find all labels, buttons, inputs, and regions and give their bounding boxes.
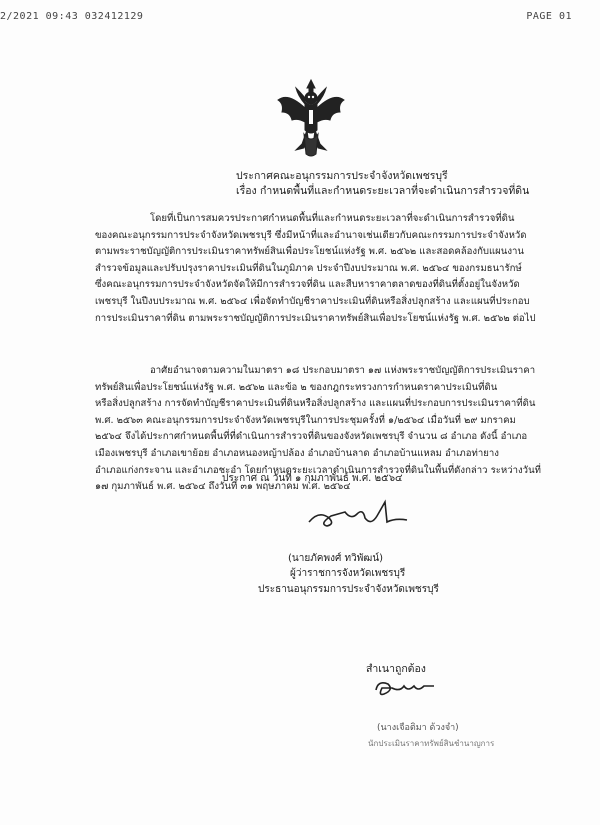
fax-header-left: 2/2021 09:43 032412129 [0, 11, 144, 22]
paragraph-line: ตามพระราชบัญญัติการประเมินราคาทรัพย์สินเพื่อประโยชน์แห่งรัฐ พ.ศ. ๒๕๖๒ และสอดคล้องกับแผนงาน [95, 246, 524, 258]
paragraph-line: ทรัพย์สินเพื่อประโยชน์แห่งรัฐ พ.ศ. ๒๕๖๒ และข้อ ๒ ของกฎกระทรวงการกำหนดราคาประเมินที่ดิน [95, 381, 498, 393]
paragraph-line: ๒๕๖๔ จึงได้ประกาศกำหนดพื้นที่ที่ดำเนินการสำรวจที่ดินของจังหวัดเพชรบุรี จำนวน ๘ อำเภอ ดังนี้ อำเภอ [95, 431, 528, 443]
signer-role: ประธานอนุกรรมการประจำจังหวัดเพชรบุรี [258, 584, 439, 595]
certifier-position: นักประเมินราคาทรัพย์สินชำนาญการ [368, 739, 495, 748]
paragraph-line: ของคณะอนุกรรมการประจำจังหวัดเพชรบุรี ซึ่งมีหน้าที่และอำนาจเช่นเดียวกับคณะกรรมการประจำจังหวัด [95, 229, 527, 241]
paragraph-line: เพชรบุรี ในปีงบประมาณ พ.ศ. ๒๕๖๔ เพื่อจัดทำบัญชีราคาประเมินที่ดินหรือสิ่งปลูกสร้าง และแผนที่ประกอบ [95, 295, 530, 307]
fax-header-right: PAGE 01 [526, 11, 572, 22]
paragraph-line: อำเภอแก่งกระจาน และอำเภอชะอำ โดยกำหนดระยะเวลาดำเนินการสำรวจที่ดินในพื้นที่ดังกล่าว ระหว่างวันที่ [95, 464, 541, 476]
issued-date: ประกาศ ณ วันที่ ๑ กุมภาพันธ์ พ.ศ. ๒๕๖๔ [222, 473, 403, 484]
certified-copy-label: สำเนาถูกต้อง [366, 663, 426, 675]
announcement-subject: เรื่อง กำหนดพื้นที่และกำหนดระยะเวลาที่จะดำเนินการสำรวจที่ดิน [236, 185, 530, 197]
paragraph-line: ซึ่งคณะอนุกรรมการประจำจังหวัดจัดให้มีการสำรวจที่ดิน และสืบหาราคาตลาดของที่ดินที่ตั้งอยู่ในจังหวัด [95, 279, 520, 291]
garuda-emblem-icon [274, 78, 348, 160]
certifier-name: (นางเจือติมา ด้วงจำ) [377, 723, 459, 733]
paragraph-line: โดยที่เป็นการสมควรประกาศกำหนดพื้นที่และกำหนดระยะเวลาที่จะดำเนินการสำรวจที่ดิน [150, 213, 515, 224]
announcement-title: ประกาศคณะอนุกรรมการประจำจังหวัดเพชรบุรี [236, 170, 448, 182]
paragraph-1 [95, 211, 565, 327]
paragraph-line: สำรวจข้อมูลและปรับปรุงราคาประเมินที่ดินในภูมิภาค ประจำปีงบประมาณ พ.ศ. ๒๕๖๔ ของกรมธนารักษ์ [95, 262, 522, 274]
paragraph-line: เมืองเพชรบุรี อำเภอเขาย้อย อำเภอหนองหญ้าปล้อง อำเภอบ้านลาด อำเภอบ้านแหลม อำเภอท่ายาง [95, 447, 499, 459]
paragraph-line: พ.ศ. ๒๕๖๓ คณะอนุกรรมการประจำจังหวัดเพชรบุรีในการประชุมครั้งที่ ๑/๒๕๖๔ เมื่อวันที่ ๒๙ มกราคม [95, 414, 516, 426]
governor-signature [305, 494, 411, 534]
signer-name: (นายภัคพงศ์ ทวิพัฒน์) [288, 553, 384, 564]
paragraph-line: ๑๗ กุมภาพันธ์ พ.ศ. ๒๕๖๔ ถึงวันที่ ๓๑ พฤษภาคม พ.ศ. ๒๕๖๔ [95, 481, 351, 493]
paragraph-line: หรือสิ่งปลูกสร้าง การจัดทำบัญชีราคาประเมินที่ดินหรือสิ่งปลูกสร้าง และแผนที่ประกอบการประเมินราคาที่ดิน [95, 398, 536, 410]
paragraph-line: อาศัยอำนาจตามความในมาตรา ๑๘ ประกอบมาตรา ๑๗ แห่งพระราชบัญญัติการประเมินราคา [150, 365, 536, 376]
certifier-signature [370, 676, 440, 700]
paragraph-line: การประเมินราคาที่ดิน ตามพระราชบัญญัติการประเมินราคาทรัพย์สินเพื่อประโยชน์แห่งรัฐ พ.ศ. ๒๕๖๒ ต่อไป [95, 312, 536, 324]
signer-position: ผู้ว่าราชการจังหวัดเพชรบุรี [290, 568, 406, 579]
